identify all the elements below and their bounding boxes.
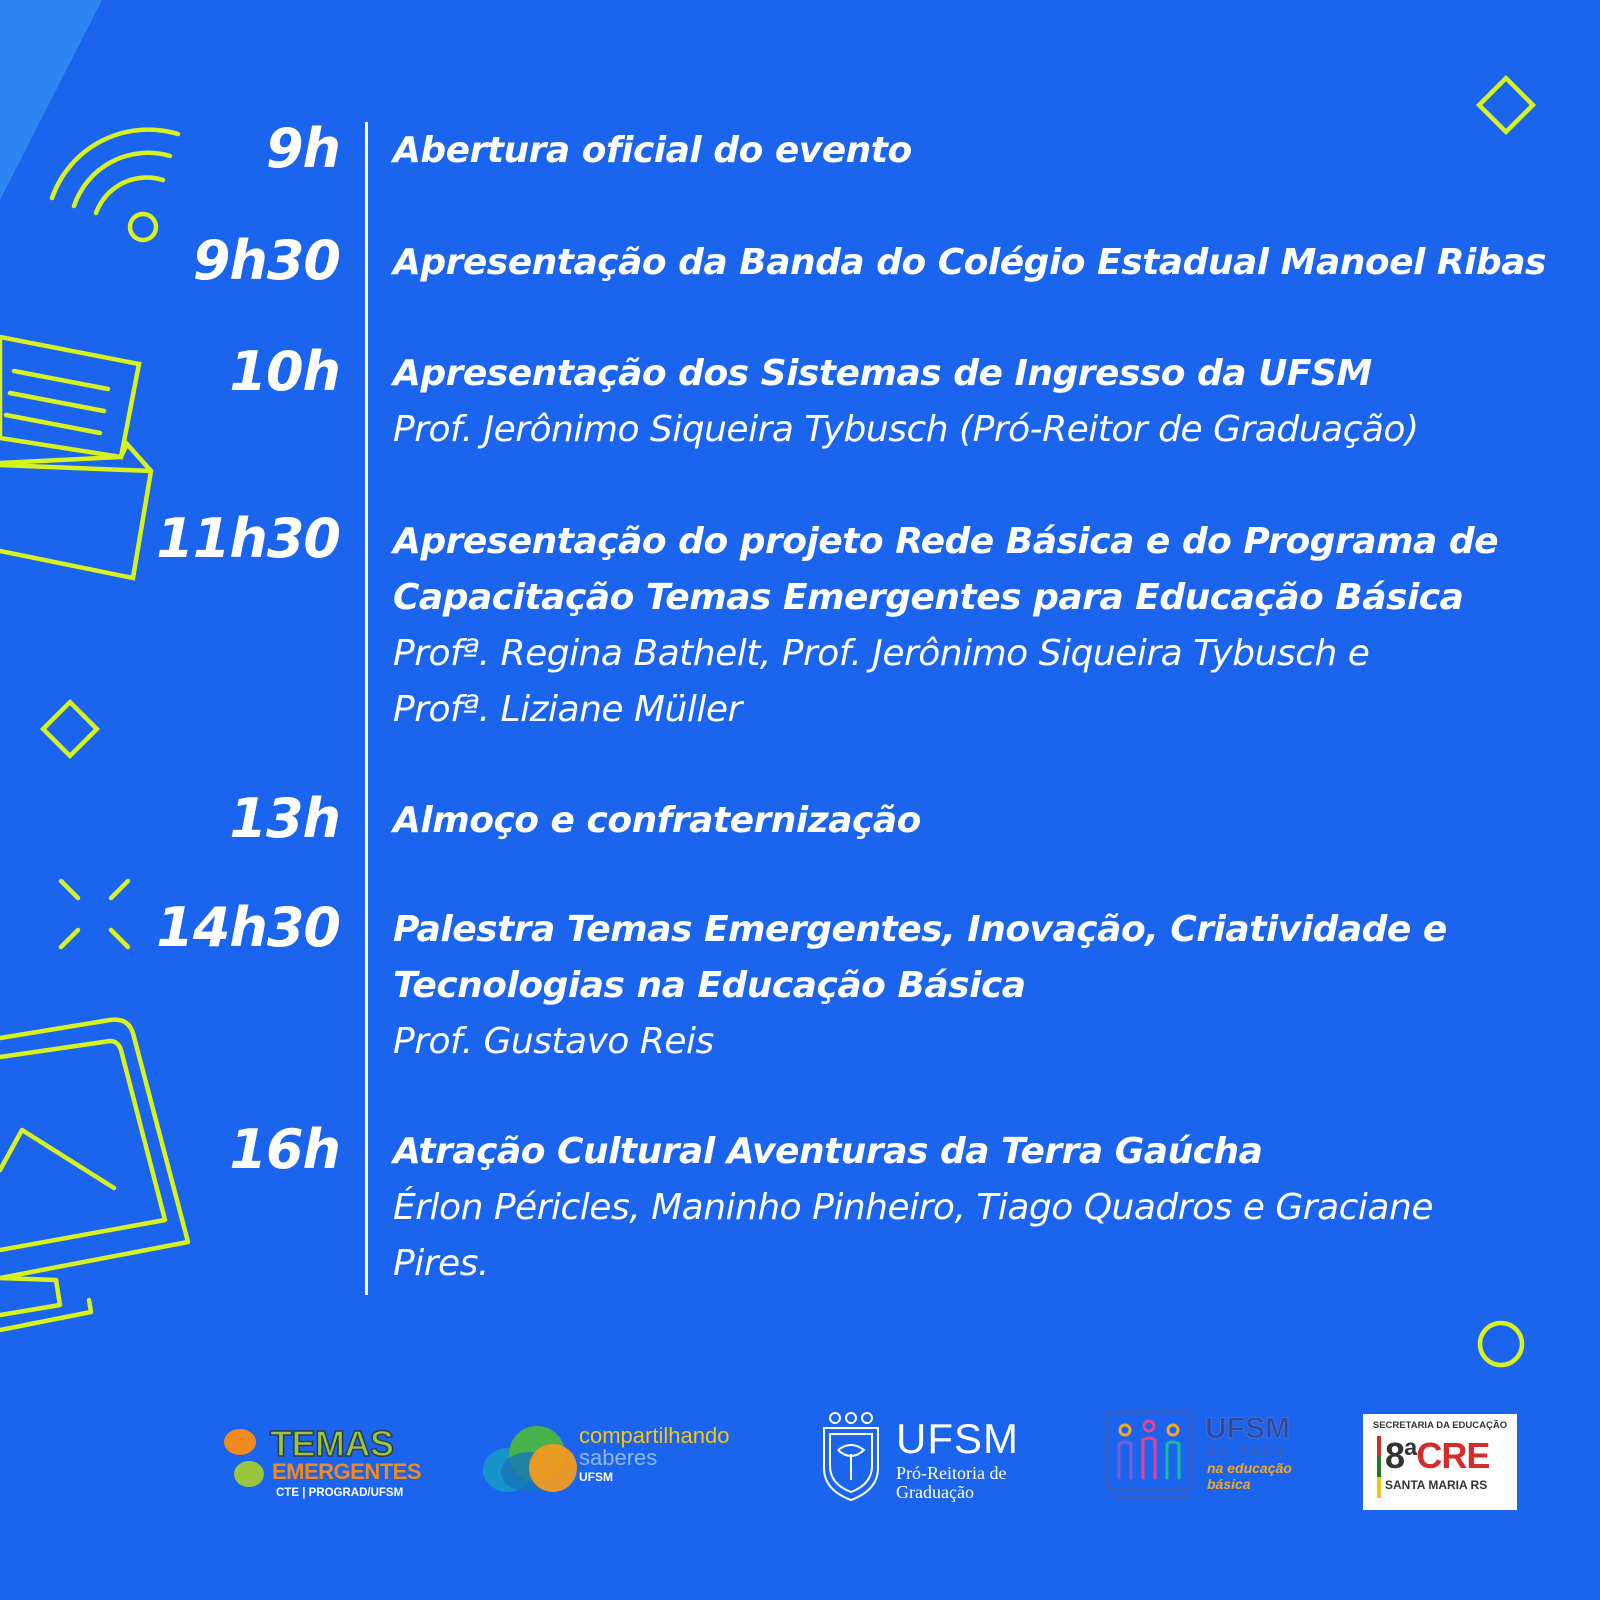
- speech-bubble-icon: [224, 1429, 256, 1455]
- timeline-divider: [365, 122, 368, 1295]
- circle-icon: [1480, 1323, 1522, 1365]
- logo-text: UFSM: [1205, 1412, 1290, 1445]
- crest-icon: [820, 1410, 882, 1506]
- logo-text: na educação: [1207, 1460, 1292, 1476]
- schedule-entry: [393, 346, 1563, 458]
- diamond-icon: [43, 702, 97, 756]
- time-label: 9h30: [192, 229, 340, 292]
- entry-title: Apresentação da Banda do Colégio Estadual Manoel Ribas: [393, 242, 1546, 283]
- logo-text: EMERGENTES: [272, 1459, 422, 1484]
- corner-triangle: [0, 0, 110, 200]
- logo-text-line: Pró-Reitoria de: [896, 1463, 1007, 1483]
- entry-speaker: Pires.: [393, 1243, 489, 1284]
- entry-speaker: Profª. Liziane Müller: [393, 689, 742, 730]
- time-label: 13h: [229, 787, 340, 850]
- logo-text: CTE | PROGRAD/UFSM: [276, 1487, 404, 1499]
- logo-text: básica: [1207, 1476, 1251, 1492]
- schedule-entry: [393, 1124, 1563, 1292]
- schedule-entry: [393, 514, 1563, 738]
- entry-title: Almoço e confraternização: [393, 800, 921, 841]
- temas-emergentes-logo: [222, 1423, 422, 1507]
- time-label: 10h: [229, 340, 340, 403]
- 8-cre-logo: [1363, 1414, 1517, 1510]
- logo-text: TEMAS: [270, 1423, 394, 1464]
- cre-acronym: CRE: [1416, 1435, 1490, 1476]
- logo-text: SANTA MARIA RS: [1385, 1478, 1488, 1492]
- time-label: 11h30: [156, 507, 340, 570]
- entry-speaker: Profª. Regina Bathelt, Prof. Jerônimo Siqueira Tybusch e: [393, 633, 1370, 674]
- entry-title: Apresentação dos Sistemas de Ingresso da UFSM: [393, 353, 1372, 394]
- entry-speaker: Érlon Péricles, Maninho Pinheiro, Tiago Quadros e Graciane: [393, 1187, 1433, 1228]
- network-people-icon: [1105, 1408, 1195, 1504]
- logo-text: saberes: [579, 1445, 658, 1470]
- entry-title: Palestra Temas Emergentes, Inovação, Criatividade e: [393, 909, 1447, 950]
- logo-shape: [529, 1444, 577, 1492]
- logo-text: UFSM: [896, 1415, 1019, 1462]
- logo-text: [1385, 1434, 1489, 1478]
- logo-text: [896, 1464, 1006, 1502]
- schedule-entry: [393, 235, 1563, 291]
- logo-text-line: Graduação: [896, 1482, 974, 1502]
- ufsm-prograd-logo: [820, 1410, 1040, 1510]
- time-label: 16h: [229, 1118, 340, 1181]
- flag-bar: [1377, 1436, 1381, 1498]
- schedule-entry: [393, 793, 1563, 849]
- schedule-entry: [393, 902, 1563, 1070]
- time-label: 9h: [265, 117, 340, 180]
- entry-speaker: Prof. Gustavo Reis: [393, 1021, 714, 1062]
- entry-title: Apresentação do projeto Rede Básica e do Programa de: [393, 521, 1499, 562]
- entry-title: Tecnologias na Educação Básica: [393, 965, 1026, 1006]
- time-label: 14h30: [156, 896, 340, 959]
- speech-bubble-icon: [234, 1461, 264, 1487]
- entry-title: Capacitação Temas Emergentes para Educação Básica: [393, 577, 1464, 618]
- logo-text: EM REDE: [1207, 1443, 1288, 1458]
- schedule-entry: [393, 123, 1563, 179]
- cre-number: 8ª: [1385, 1435, 1417, 1476]
- logo-text: SECRETARIA DA EDUCAÇÃO: [1372, 1420, 1508, 1431]
- compartilhando-saberes-logo: [483, 1422, 763, 1502]
- ufsm-em-rede-logo: [1105, 1408, 1305, 1504]
- entry-title: Atração Cultural Aventuras da Terra Gaúcha: [393, 1131, 1263, 1172]
- logo-text: UFSM: [579, 1470, 613, 1484]
- entry-title: Abertura oficial do evento: [393, 130, 912, 171]
- entry-speaker: Prof. Jerônimo Siqueira Tybusch (Pró-Reitor de Graduação): [393, 409, 1419, 450]
- logo-text: compartilhando: [579, 1423, 730, 1448]
